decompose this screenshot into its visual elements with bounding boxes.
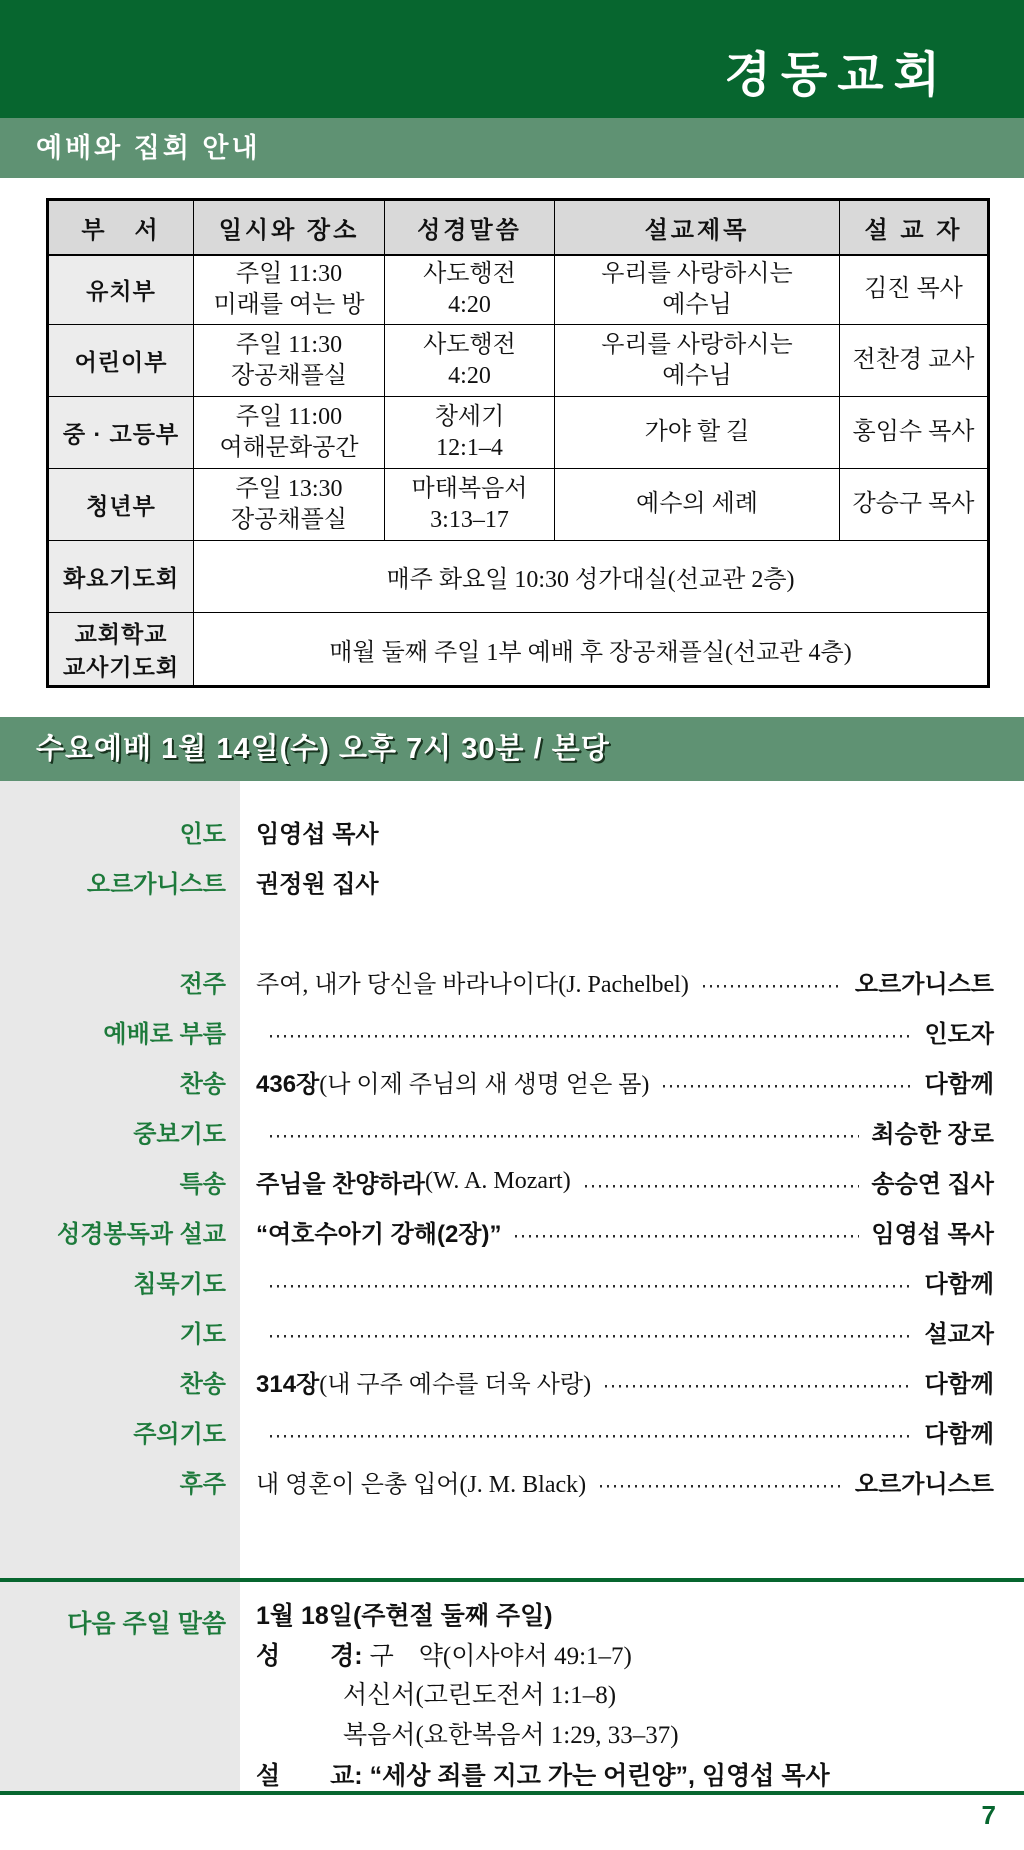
next-sunday-sermon: 설 교: “세상 죄를 지고 가는 어린양”, 임영섭 목사 <box>256 1762 830 1790</box>
dept-cell: 화요기도회 <box>48 541 194 613</box>
sermon-title-cell: 우리를 사랑하시는 예수님 <box>555 325 840 397</box>
preacher-cell: 김진 목사 <box>840 255 989 325</box>
preacher-cell: 전찬경 교사 <box>840 325 989 397</box>
table-header-row <box>48 200 989 255</box>
order-item-hymn: 찬송 436장 (나 이제 주님의 새 생명 얻은 몸) 다함께 <box>179 1070 994 1098</box>
order-item-lords-prayer: 주의기도 다함께 <box>133 1420 994 1448</box>
col-header-scripture: 성경말씀 <box>385 200 555 255</box>
order-item-leader: 인도 임영섭 목사 <box>0 806 1024 856</box>
meeting-info-cell: 매월 둘째 주일 1부 예배 후 장공채플실(선교관 4층) <box>194 613 989 687</box>
wednesday-service-title: 수요예배 1월 14일(수) 오후 7시 30분 / 본당 <box>36 733 610 765</box>
sermon-title-cell: 예수의 세례 <box>555 469 840 541</box>
next-sunday-label: 다음 주일 말씀 <box>67 1610 226 1638</box>
when-cell: 주일 11:30 미래를 여는 방 <box>194 255 385 325</box>
wednesday-service-header <box>0 717 1024 781</box>
col-header-sermon-title: 설교제목 <box>555 200 840 255</box>
dotted-leader <box>605 1385 912 1388</box>
order-item-prayer: 기도 설교자 <box>179 1320 994 1348</box>
col-header-preacher: 설 교 자 <box>840 200 989 255</box>
table-row <box>48 541 989 613</box>
scripture-cell: 사도행전 4:20 <box>385 255 555 325</box>
when-cell: 주일 13:30 장공채플실 <box>194 469 385 541</box>
dotted-leader <box>585 1185 860 1188</box>
church-logo: 경동교회 <box>724 49 950 102</box>
order-item-silent-prayer: 침묵기도 다함께 <box>133 1270 994 1298</box>
col-header-when: 일시와 장소 <box>194 200 385 255</box>
order-item-hymn2: 찬송 314장 (내 구주 예수를 더욱 사랑) 다함께 <box>179 1370 994 1398</box>
next-sunday-scripture-3: 복음서(요한복음서 1:29, 33–37) <box>343 1722 679 1749</box>
dept-cell: 청년부 <box>48 469 194 541</box>
meeting-info-cell: 매주 화요일 10:30 성가대실(선교관 2층) <box>194 541 989 613</box>
dept-cell: 교회학교 교사기도회 <box>48 613 194 687</box>
order-item-postlude: 후주 내 영혼이 은총 입어(J. M. Black) 오르가니스트 <box>179 1470 994 1498</box>
col-header-dept: 부 서 <box>48 200 194 255</box>
next-sunday-section <box>0 1578 1024 1795</box>
next-sunday-content <box>240 1582 1024 1791</box>
page-number: 7 <box>981 1800 996 1830</box>
dept-cell: 중 · 고등부 <box>48 397 194 469</box>
table-row <box>48 255 989 325</box>
next-sunday-scripture-2: 서신서(고린도전서 1:1–8) <box>343 1682 617 1709</box>
sermon-title-cell: 가야 할 길 <box>555 397 840 469</box>
table-row <box>48 397 989 469</box>
worship-guide-title: 예배와 집회 안내 <box>36 133 261 163</box>
next-sunday-date: 1월 18일(주현절 둘째 주일) <box>256 1602 553 1630</box>
order-item-organist: 오르가니스트 권정원 집사 <box>0 856 1024 906</box>
when-cell: 주일 11:30 장공채플실 <box>194 325 385 397</box>
order-item-call-to-worship: 예배로 부름 인도자 <box>103 1020 994 1048</box>
dotted-leader <box>270 1435 912 1438</box>
order-item-intercession: 중보기도 최승한 장로 <box>133 1120 994 1148</box>
scripture-cell: 창세기 12:1–4 <box>385 397 555 469</box>
table-row <box>48 469 989 541</box>
dotted-leader <box>663 1085 912 1088</box>
order-of-worship <box>0 781 1024 1506</box>
scripture-cell: 사도행전 4:20 <box>385 325 555 397</box>
worship-guide-section-header <box>0 118 1024 178</box>
next-sunday-label-col <box>0 1582 240 1791</box>
table-row <box>48 325 989 397</box>
dotted-leader <box>270 1135 859 1138</box>
dept-cell: 유치부 <box>48 255 194 325</box>
worship-schedule-table <box>46 198 990 688</box>
person-name: 임영섭 목사 <box>256 820 379 848</box>
order-item-prelude: 전주 주여, 내가 당신을 바라나이다(J. Pachelbel) 오르가니스트 <box>179 970 994 998</box>
preacher-cell: 강승구 목사 <box>840 469 989 541</box>
order-item-scripture-sermon: 성경봉독과 설교 “여호수아기 강해(2장)” 임영섭 목사 <box>57 1220 994 1248</box>
dotted-leader <box>270 1035 912 1038</box>
dotted-leader <box>270 1285 912 1288</box>
scripture-cell: 마태복음서 3:13–17 <box>385 469 555 541</box>
table-row <box>48 613 989 687</box>
sermon-title-cell: 우리를 사랑하시는 예수님 <box>555 255 840 325</box>
next-sunday-scripture-1: 성 경: 구 약(이사야서 49:1–7) <box>256 1642 632 1670</box>
dept-cell: 어린이부 <box>48 325 194 397</box>
page-header-band <box>0 0 1024 118</box>
preacher-cell: 홍임수 목사 <box>840 397 989 469</box>
dotted-leader <box>703 985 843 988</box>
dotted-leader <box>270 1335 912 1338</box>
dotted-leader <box>600 1485 843 1488</box>
person-name: 권정원 집사 <box>256 870 379 898</box>
dotted-leader <box>515 1235 859 1238</box>
when-cell: 주일 11:00 여해문화공간 <box>194 397 385 469</box>
order-item-special-song: 특송 주님을 찬양하라 (W. A. Mozart) 송승연 집사 <box>179 1167 994 1198</box>
